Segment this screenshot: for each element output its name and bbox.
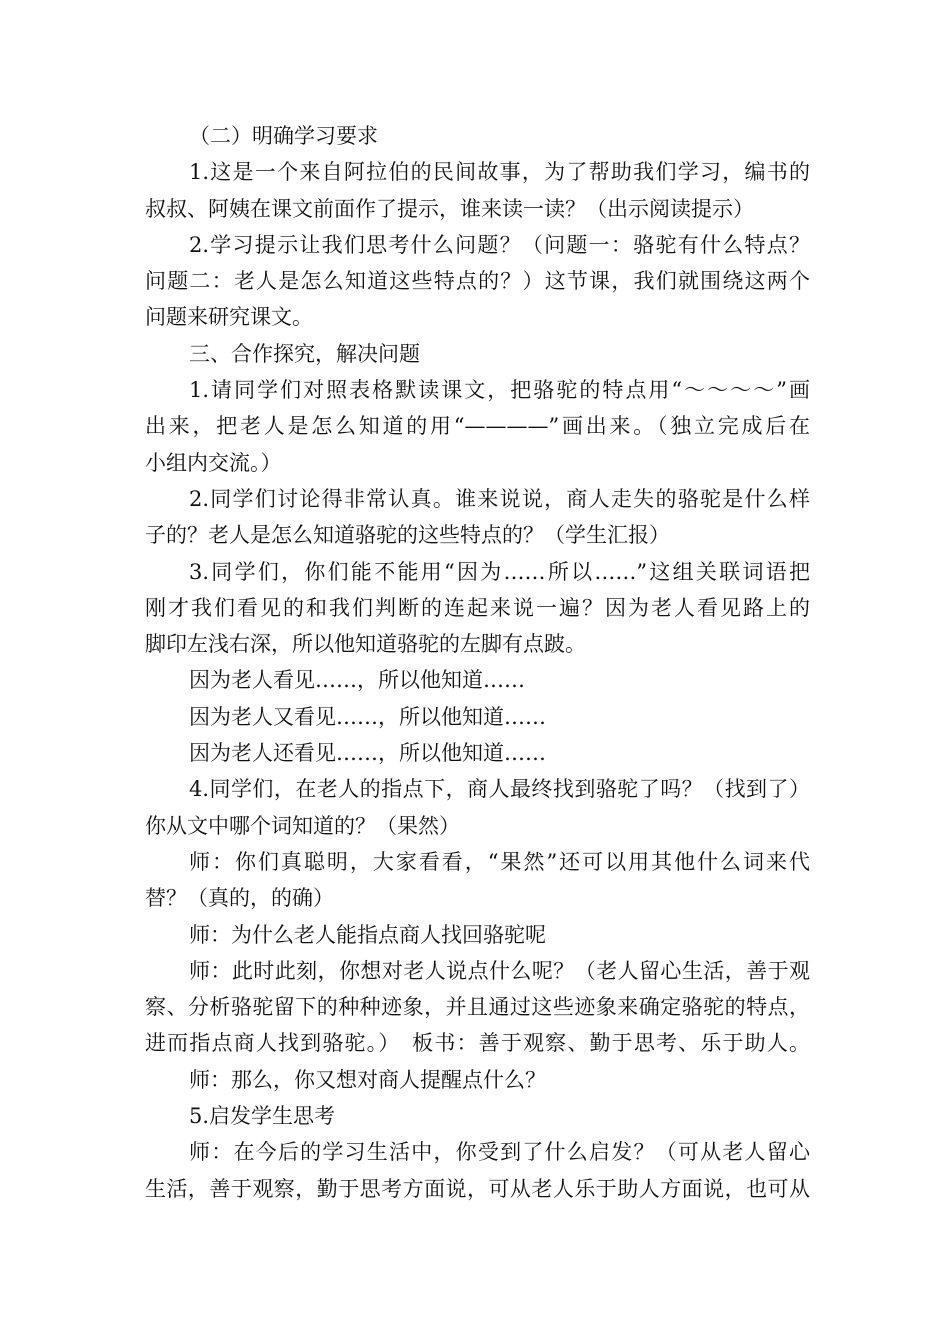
- example-sentence: 因为老人看见……，所以他知道……: [189, 668, 525, 693]
- paragraph-line: 子的？老人是怎么知道骆驼的这些特点的？（学生汇报）: [145, 523, 670, 548]
- paragraph-line: 师：在今后的学习生活中，你受到了什么启发？（可从老人留心: [189, 1140, 810, 1165]
- paragraph-line: 2.同学们讨论得非常认真。谁来说说，商人走失的骆驼是什么样: [189, 486, 810, 511]
- paragraph-line: 1.这是一个来自阿拉伯的民间故事，为了帮助我们学习，编书的: [189, 160, 810, 185]
- paragraph-line: 脚印左浅右深，所以他知道骆驼的左脚有点跛。: [145, 632, 586, 657]
- paragraph-line: 出来，把老人是怎么知道的用“————”画出来。（独立完成后在: [145, 414, 810, 439]
- paragraph-line: 3.同学们，你们能不能用“因为……所以……”这组关联词语把: [189, 559, 810, 584]
- paragraph-line: 叔叔、阿姨在课文前面作了提示，谁来读一读？（出示阅读提示）: [145, 196, 754, 221]
- paragraph-line: 师：为什么老人能指点商人找回骆驼呢: [189, 922, 546, 947]
- section-heading: 5.启发学生思考: [189, 1104, 336, 1129]
- paragraph-line: 生活，善于观察，勤于思考方面说，可从老人乐于助人方面说，也可从: [145, 1176, 810, 1201]
- section-heading: 三、合作探究，解决问题: [189, 341, 420, 366]
- paragraph-line: 1.请同学们对照表格默读课文，把骆驼的特点用“～～～～”画: [189, 378, 810, 403]
- paragraph-line: 你从文中哪个词知道的？（果然）: [145, 813, 460, 838]
- example-sentence: 因为老人又看见……，所以他知道……: [189, 704, 546, 729]
- paragraph-line: 4.同学们，在老人的指点下，商人最终找到骆驼了吗？（找到了）: [189, 777, 810, 802]
- paragraph-line: 进而指点商人找到骆驼。） 板书：善于观察、勤于思考、乐于助人。: [145, 1031, 810, 1056]
- example-sentence: 因为老人还看见……，所以他知道……: [189, 741, 546, 766]
- paragraph-line: 师：此时此刻，你想对老人说点什么呢？（老人留心生活，善于观: [189, 958, 810, 983]
- paragraph-line: 问题来研究课文。: [145, 305, 313, 330]
- section-heading: （二）明确学习要求: [189, 124, 378, 148]
- paragraph-line: 察、分析骆驼留下的种种迹象，并且通过这些迹象来确定骆驼的特点，: [145, 995, 810, 1020]
- paragraph-line: 师：那么，你又想对商人提醒点什么？: [189, 1067, 546, 1092]
- document-body: [145, 118, 810, 1207]
- paragraph-line: 问题二：老人是怎么知道这些特点的？）这节课，我们就围绕这两个: [145, 269, 810, 294]
- paragraph-line: 2.学习提示让我们思考什么问题？（问题一：骆驼有什么特点？: [189, 232, 810, 257]
- paragraph-line: 替？（真的，的确）: [145, 886, 334, 911]
- paragraph-line: 刚才我们看见的和我们判断的连起来说一遍？因为老人看见路上的: [145, 595, 810, 620]
- paragraph-line: 小组内交流。）: [145, 450, 282, 475]
- paragraph-line: 师：你们真聪明，大家看看，“果然”还可以用其他什么词来代: [189, 849, 810, 874]
